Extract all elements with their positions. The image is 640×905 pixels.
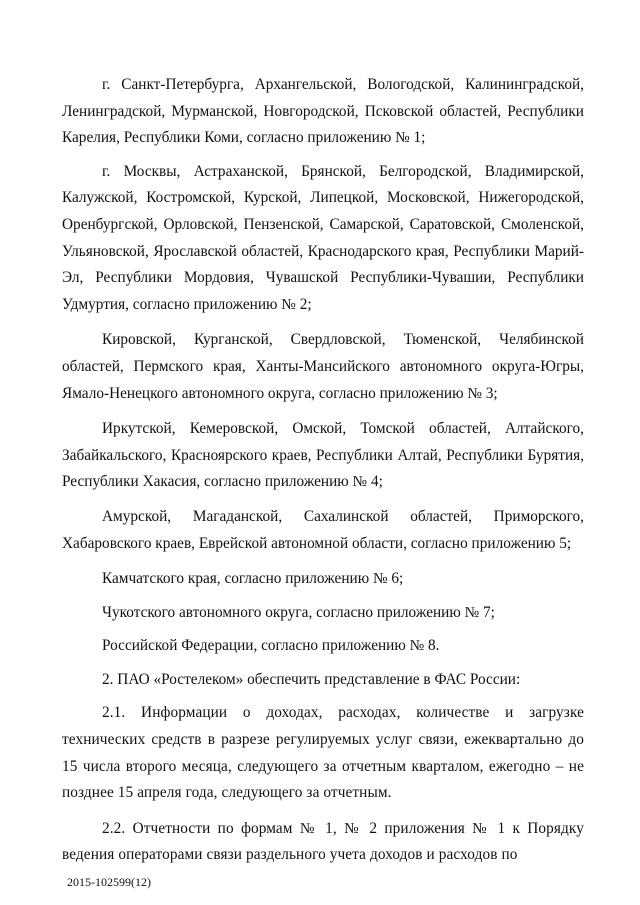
paragraph-appendix-5: Амурской, Магаданской, Сахалинской областей, Приморского, Хабаровского краев, Еврейской автономной области, согласно приложению 5; — [62, 507, 584, 552]
paragraph-appendix-3: Кировской, Курганской, Свердловской, Тюменской, Челябинской областей, Пермского края, Ханты-Мансийского автономного округа-Югры, Ямало-Ненецкого автономного округа, согласно приложению № 3; — [62, 331, 584, 402]
paragraph-item-2: 2. ПАО «Ростелеком» обеспечить представление в ФАС России: — [102, 670, 521, 688]
paragraph-item-2-2: 2.2. Отчетности по формам № 1, № 2 приложения № 1 к Порядку ведения операторами связи раздельного учета доходов и расходов по — [62, 819, 584, 864]
paragraph-appendix-2: г. Москвы, Астраханской, Брянской, Белгородской, Владимирской, Калужской, Костромской, Курской, Липецкой, Московской, Нижегородской, Оренбургской, Орловской, Пензенской, Самарской, Саратовской, Смоленской, Ульяновской, Ярославской областей, Краснодарского края, Республики Марий-Эл, Республики Мордовия, Чувашской Республики-Чувашии, Республики Удмуртия, согласно приложению № 2; — [62, 162, 584, 313]
document-body — [62, 72, 584, 869]
paragraph-appendix-8: Российской Федерации, согласно приложению № 8. — [102, 637, 440, 655]
paragraph-appendix-7: Чукотского автономного округа, согласно приложению № 7; — [102, 603, 495, 621]
paragraph-appendix-6: Камчатского края, согласно приложению № 6; — [102, 570, 404, 588]
document-number-footer: 2015-102599(12) — [67, 875, 151, 889]
paragraph-appendix-1: г. Санкт-Петербурга, Архангельской, Вологодской, Калининградской, Ленинградской, Мурманской, Новгородской, Псковской областей, Республики Карелия, Республики Коми, согласно приложению № 1; — [62, 76, 584, 147]
paragraph-appendix-4: Иркутской, Кемеровской, Омской, Томской областей, Алтайского, Забайкальского, Красноярского краев, Республики Алтай, Республики Бурятия, Республики Хакасия, согласно приложению № 4; — [62, 420, 584, 491]
paragraph-item-2-1: 2.1. Информации о доходах, расходах, количестве и загрузке технических средств в разрезе регулируемых услуг связи, ежеквартально до 15 числа второго месяца, следующего за отчетным кварталом, ежегодно – не позднее 15 апреля года, следующего за отчетным. — [62, 704, 584, 802]
